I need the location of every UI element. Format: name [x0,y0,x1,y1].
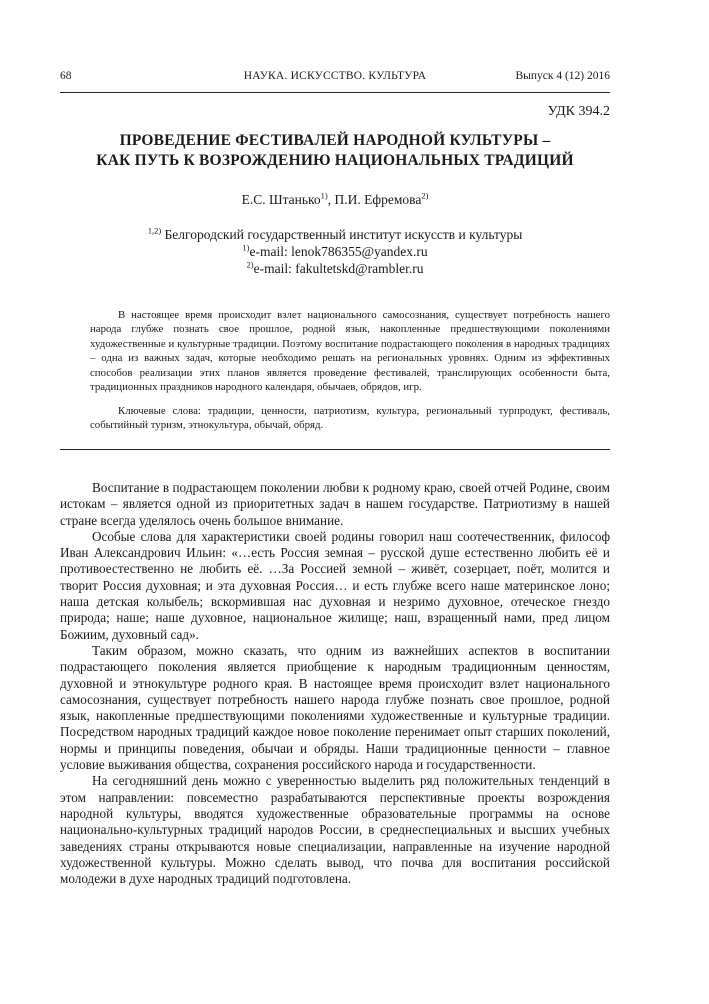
article-title [60,131,610,171]
header-divider [60,92,610,93]
authors [60,192,610,208]
author-1: Е.С. Штанько [241,192,321,207]
author-2: П.И. Ефремова [334,192,422,207]
author-1-marker: 1) [320,190,328,201]
institution-marker: 1,2) [147,225,162,236]
body-paragraph: На сегодняшний день можно с уверенностью выделить ряд положительных тенденций в этом направлении: повсеместно разрабатываются перспективные проекты возрождения народной культуры, вводятся художественные образовательные программы на основе национально-культурных традиций народов России, в среднеспециальных и высших учебных заведениях страны открываются новые специализации, направленные на изучение народной художественной культуры. Можно сделать вывод, что почва для воспитания российской молодежи в духе народных традиций подготовлена. [60,773,610,887]
email-line-2 [60,260,610,277]
body-divider [60,449,610,450]
article-body [60,480,610,887]
email-2: e-mail: fakultetskd@rambler.ru [253,261,424,276]
issue-number: Выпуск 4 (12) 2016 [515,70,610,82]
email-line-1 [60,243,610,260]
udk-code: УДК 394.2 [547,104,610,119]
email-1-marker: 1) [242,242,250,253]
title-line-2: КАК ПУТЬ К ВОЗРОЖДЕНИЮ НАЦИОНАЛЬНЫХ ТРАДИЦИЙ [96,152,574,169]
page-number: 68 [60,70,72,82]
journal-title: НАУКА. ИСКУССТВО. КУЛЬТУРА [243,70,427,82]
running-header [60,70,610,88]
author-separator: , [327,192,335,207]
author-2-marker: 2) [421,190,429,201]
email-1: e-mail: lenok786355@yandex.ru [249,244,428,259]
title-line-1: ПРОВЕДЕНИЕ ФЕСТИВАЛЕЙ НАРОДНОЙ КУЛЬТУРЫ – [119,132,551,149]
body-paragraph: Воспитание в подрастающем поколении любви к родному краю, своей отчей Родине, своим истокам – является одной из приоритетных задач в нашем государстве. Патриотизму в нашей стране всегда уделялось очень большое внимание. [60,480,610,528]
affiliations [60,226,610,277]
body-paragraph: Особые слова для характеристики своей родины говорил наш соотечественник, философ Иван Александрович Ильин: «…есть Россия земная – русской душе естественно любить её и противоестественно не любить её. …За Россией земной – живёт, созерцает, поёт, молится и творит Россия духовная; и эта духовная Россия… и есть глубже всего наше материнское лоно; наша детская колыбель; вскормившая нас духовная и незримо духовное, отеческое гнездо природа; наше; наше духовное, национальное жилище; наш, взращенный нами, пред лицом Божиим, духовный сад». [60,528,610,642]
keywords: Ключевые слова: традиции, ценности, патриотизм, культура, региональный турпродукт, фестиваль, событийный туризм, этнокультура, обычай, обряд. [90,405,610,432]
institution-line [60,226,610,243]
institution-name: Белгородский государственный институт искусств и культуры [161,227,523,242]
body-paragraph: Таким образом, можно сказать, что одним из важнейших аспектов в воспитании подрастающего поколения является приобщение к народным традиционным ценностям, духовной и этнокультуре родного края. В настоящее время происходит взлет национального самосознания, существует потребность нашего народа глубже познать свое прошлое, родной язык, накопленные предшествующими поколениями художественные и культурные традиции. Посредством народных традиций каждое новое поколение перенимает опыт старших поколений, нормы и принципы поведения, обычаи и обряды. Наши традиционные ценности – главное условие выживания общества, сохранения российского народа и государственности. [60,642,610,773]
email-2-marker: 2) [246,259,254,270]
abstract: В настоящее время происходит взлет национального самосознания, существует потребность нашего народа глубже познать свое прошлое, родной язык, накопленные предшествующими поколениями художественные и культурные традиции. Поэтому воспитание подрастающего поколения в народных традициях – одна из важных задач, которые необходимо решать на региональных уровнях. Одним из эффективных способов реализации этих планов является проведение фестивалей, транслирующих особенности быта, традиционных праздников народного календаря, обычаев, обрядов, игр. [90,309,610,394]
